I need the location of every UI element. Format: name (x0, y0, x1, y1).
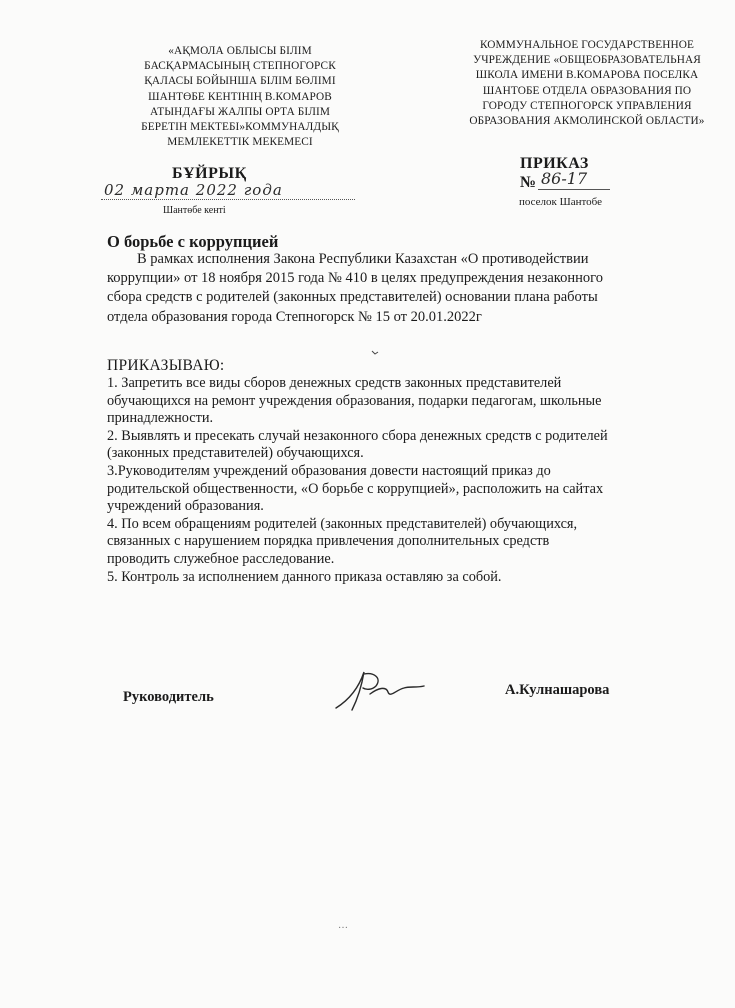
order-title-russian: ПРИКАЗ (520, 155, 589, 172)
place-russian: поселок Шантобе (519, 196, 603, 208)
header-right-line: КОММУНАЛЬНОЕ ГОСУДАРСТВЕННОЕ (479, 39, 695, 51)
command-heading: ПРИКАЗЫВАЮ: (107, 357, 225, 374)
header-left-line: АТЫНДАҒЫ ЖАЛПЫ ОРТА БІЛІМ (149, 105, 331, 118)
signatory-role: Руководитель (123, 689, 214, 705)
signatory-name: А.Кулнашарова (505, 682, 610, 698)
header-left-kazakh (124, 44, 356, 150)
place-kazakh: Шантөбе кенті (163, 205, 226, 216)
header-right-line: УЧРЕЖДЕНИЕ «ОБЩЕОБРАЗОВАТЕЛЬНАЯ (473, 54, 701, 67)
intro-line: сбора средств с родителей (законных представителей) основании плана работы (107, 289, 598, 306)
handwritten-order-number: 86-17 (541, 169, 588, 188)
date-underline (101, 199, 355, 200)
header-right-line: ОБРАЗОВАНИЯ АКМОЛИНСКОЙ ОБЛАСТИ» (469, 115, 705, 128)
header-right-russian (442, 38, 732, 129)
item-line: 3.Руководителям учреждений образования довести настоящий приказ до (107, 462, 551, 479)
handwritten-signature (330, 668, 430, 714)
item-line: 2. Выявлять и пресекать случай незаконного сбора денежных средств с родителей (107, 427, 608, 444)
item-line: 5. Контроль за исполнением данного приказа оставляю за собой. (107, 568, 502, 585)
order-number-label: № (520, 174, 537, 191)
item-line: проводить служебное расследование. (107, 550, 335, 567)
item-line: связанных с нарушением порядка привлечения дополнительных средств (107, 533, 550, 550)
handwritten-date: 02 марта 2022 года (104, 181, 283, 199)
header-right-line: ШАНТОБЕ ОТДЕЛА ОБРАЗОВАНИЯ ПО (482, 84, 692, 97)
intro-line: коррупции» от 18 ноября 2015 года № 410 в целях предупреждения незаконного (107, 270, 603, 287)
item-line: 1. Запретить все виды сборов денежных средств законных представителей (107, 375, 562, 391)
header-left-line: БАСҚАРМАСЫНЫҢ СТЕПНОГОРСК (144, 60, 336, 73)
stray-mark (371, 350, 379, 356)
number-underline (538, 189, 610, 190)
item-line: обучающихся на ремонт учреждения образования, подарки педагогам, школьные (107, 392, 602, 409)
order-title-kazakh: БҰЙРЫҚ (172, 165, 247, 182)
header-right-line: ГОРОДУ СТЕПНОГОРСК УПРАВЛЕНИЯ (482, 99, 692, 112)
intro-line: В рамках исполнения Закона Республики Казахстан «О противодействии (137, 251, 589, 267)
item-line: учреждений образования. (107, 498, 264, 515)
page-dots: … (338, 920, 350, 931)
item-line: родительской общественности, «О борьбе с коррупцией», расположить на сайтах (107, 480, 604, 497)
item-line: 4. По всем обращениям родителей (законных представителей) обучающихся, (107, 515, 578, 532)
intro-paragraph (107, 250, 697, 327)
item-line: (законных представителей) обучающихся. (107, 445, 364, 462)
order-items (107, 375, 707, 586)
document-title: О борьбе с коррупцией (107, 232, 279, 251)
header-left-line: БЕРЕТІН МЕКТЕБІ»КОММУНАЛДЫҚ (141, 121, 339, 134)
item-line: принадлежности. (107, 410, 214, 427)
header-right-line: ШКОЛА ИМЕНИ В.КОМАРОВА ПОСЕЛКА (475, 69, 699, 82)
intro-line: отдела образования города Степногорск № 15 от 20.01.2022г (107, 308, 482, 325)
header-left-line: МЕМЛЕКЕТТІК МЕКЕМЕСІ (167, 136, 313, 149)
header-left-line: «АҚМОЛА ОБЛЫСЫ БІЛІМ (168, 45, 312, 57)
header-left-line: ШАНТӨБЕ КЕНТІНІҢ В.КОМАРОВ (148, 90, 332, 103)
header-left-line: ҚАЛАСЫ БОЙЫНША БІЛІМ БӨЛІМІ (144, 75, 336, 88)
